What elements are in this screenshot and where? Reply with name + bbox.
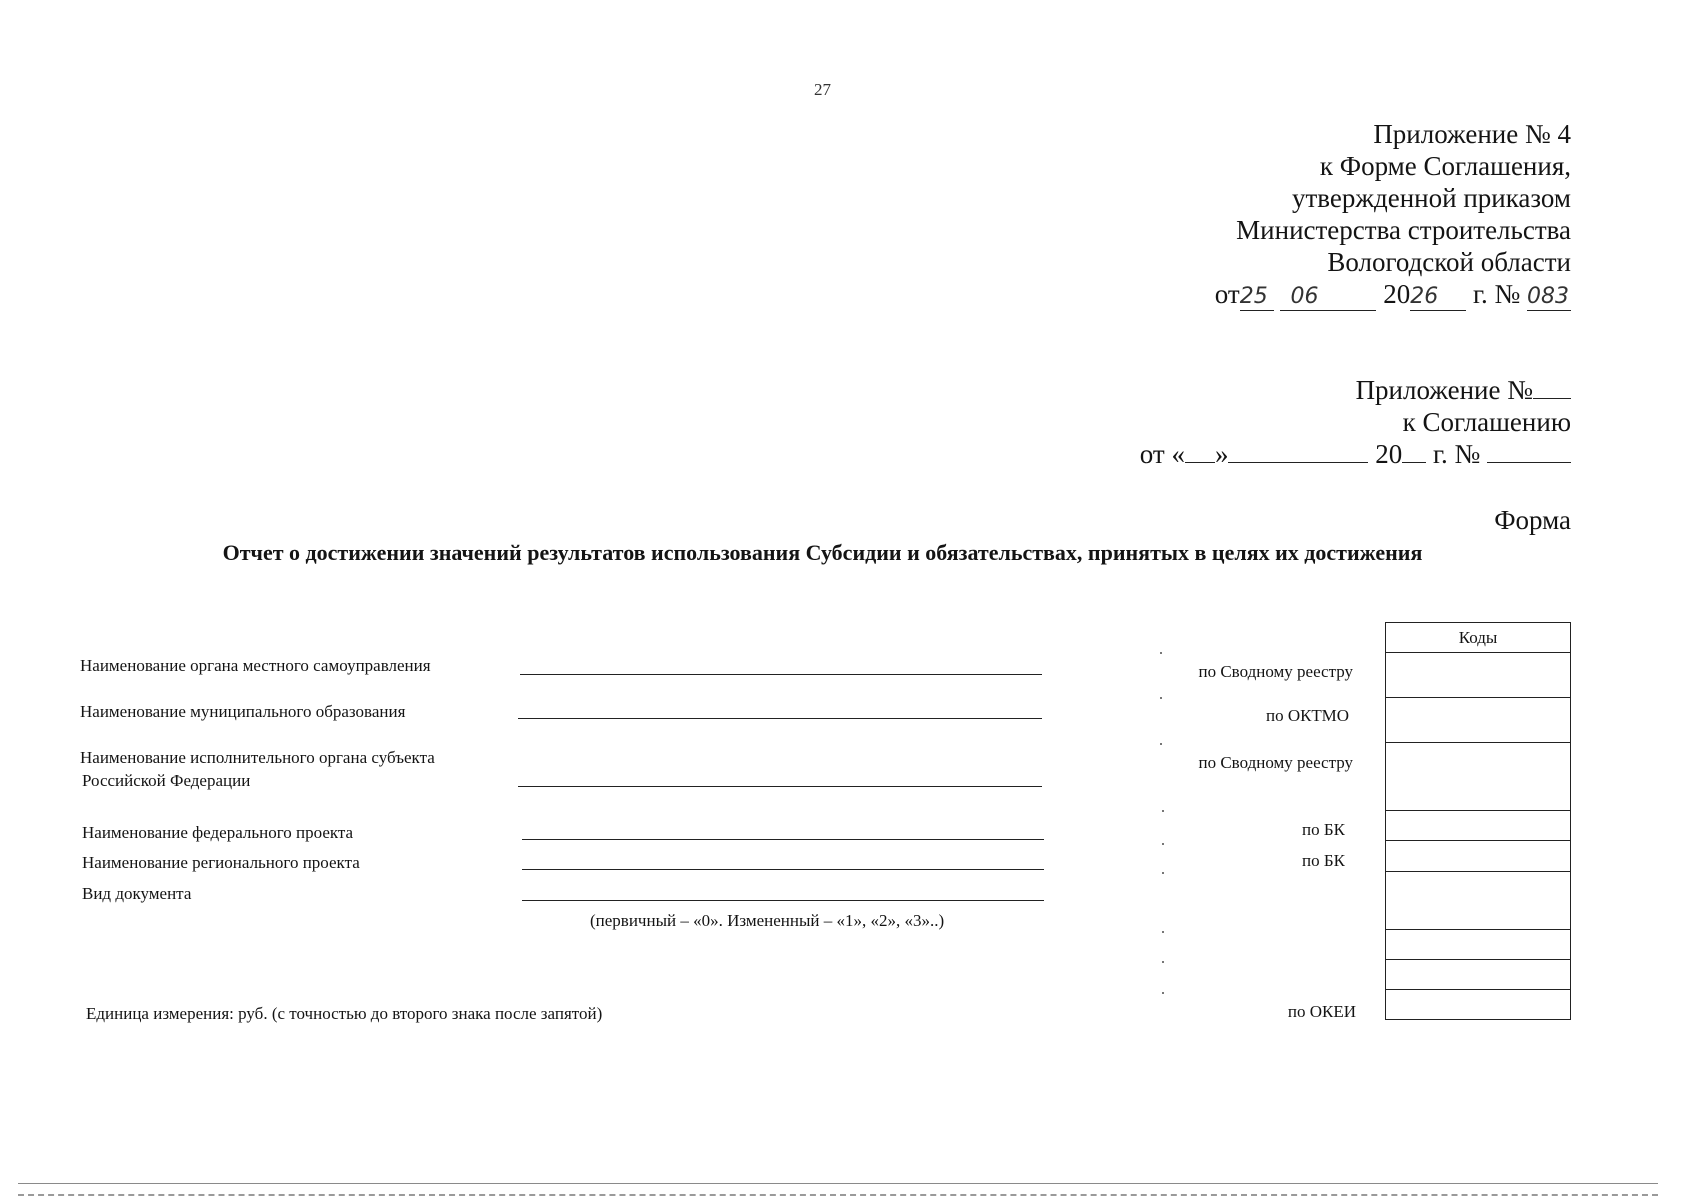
scan-dot (1162, 961, 1164, 963)
scan-artifact-line (18, 1194, 1658, 1196)
appendix-year-prefix: 20 (1383, 279, 1411, 309)
agreement-month-blank[interactable] (1228, 438, 1368, 463)
agreement-number-prefix: г. № (1432, 439, 1481, 469)
local-authority-label: Наименование органа местного самоуправления (80, 656, 431, 675)
agreement-appendix-line (1140, 374, 1571, 406)
scan-dot (1162, 843, 1164, 845)
scan-dot (1162, 931, 1164, 933)
code-cell-svodny-reestr-1[interactable] (1386, 653, 1571, 698)
scan-dot (1162, 872, 1164, 874)
scan-dot (1160, 697, 1162, 699)
document-type-label: Вид документа (82, 884, 192, 903)
unit-label: Единица измерения: руб. (с точностью до второго знака после запятой) (86, 1004, 603, 1023)
appendix-date-line (1215, 278, 1571, 311)
agreement-to-line: к Соглашению (1402, 407, 1571, 437)
agreement-date-line (1140, 438, 1571, 470)
appendix-day-handwritten: 25 (1240, 284, 1274, 311)
agreement-appendix-label: Приложение № (1355, 375, 1533, 405)
agreement-date-prefix: от « (1139, 439, 1185, 469)
appendix-year-handwritten: 26 (1410, 284, 1466, 311)
code-label-okei: по ОКЕИ (1287, 1002, 1356, 1021)
agreement-year-blank[interactable] (1402, 438, 1426, 463)
document-title: Отчет о достижении значений результатов использования Субсидии и обязательствах, принятых в целях их достижения (222, 540, 1423, 565)
code-cell-oktmo[interactable] (1386, 698, 1571, 743)
code-cell-svodny-reestr-2[interactable] (1386, 743, 1571, 811)
municipality-line[interactable] (518, 718, 1042, 719)
scan-dot (1160, 652, 1162, 654)
local-authority-line[interactable] (520, 674, 1042, 675)
code-cell-document-type[interactable] (1386, 872, 1571, 930)
code-label-bk-2: по БК (1302, 851, 1345, 870)
code-cell-okei[interactable] (1386, 990, 1571, 1020)
executive-body-line[interactable] (518, 786, 1042, 787)
appendix-number-prefix: г. № (1472, 279, 1521, 309)
code-cell-bk-2[interactable] (1386, 841, 1571, 872)
codes-table (1385, 622, 1571, 1020)
code-cell-blank-1[interactable] (1386, 930, 1571, 960)
page-number: 27 (814, 80, 831, 99)
appendix-line-3: утвержденной приказом (1291, 183, 1571, 213)
appendix-block (1215, 118, 1571, 311)
agreement-quote-close: » (1214, 439, 1229, 469)
federal-project-line[interactable] (522, 839, 1044, 840)
document-type-note: (первичный – «0». Измененный – «1», «2», «3»..) (590, 911, 945, 930)
regional-project-label: Наименование регионального проекта (82, 853, 360, 872)
municipality-label: Наименование муниципального образования (80, 702, 406, 721)
codes-header: Коды (1386, 623, 1571, 653)
code-label-bk-1: по БК (1302, 820, 1345, 839)
code-cell-blank-2[interactable] (1386, 960, 1571, 990)
appendix-line-4: Министерства строительства (1236, 215, 1571, 245)
agreement-year-prefix: 20 (1375, 439, 1403, 469)
code-label-oktmo: по ОКТМО (1265, 706, 1349, 725)
form-label: Форма (1494, 505, 1571, 535)
executive-body-label-line-2: Российской Федерации (82, 771, 251, 790)
executive-body-label-line-1: Наименование исполнительного органа субъекта (80, 748, 435, 767)
appendix-line-5: Вологодской области (1327, 247, 1571, 277)
code-cell-bk-1[interactable] (1386, 811, 1571, 841)
regional-project-line[interactable] (522, 869, 1044, 870)
federal-project-label: Наименование федерального проекта (82, 823, 354, 842)
code-label-svodny-reestr-1: по Сводному реестру (1198, 662, 1353, 681)
scan-artifact-line (18, 1183, 1658, 1184)
scan-dot (1160, 743, 1162, 745)
appendix-title: Приложение № 4 (1373, 119, 1571, 149)
agreement-block (1140, 374, 1571, 470)
appendix-month-handwritten: 06 (1280, 284, 1376, 311)
scan-dot (1162, 992, 1164, 994)
agreement-day-blank[interactable] (1185, 438, 1215, 463)
agreement-appendix-number-blank[interactable] (1533, 374, 1571, 399)
code-label-svodny-reestr-2: по Сводному реестру (1198, 753, 1353, 772)
agreement-number-blank[interactable] (1487, 438, 1571, 463)
appendix-number-handwritten: 083 (1527, 284, 1569, 309)
appendix-line-2: к Форме Соглашения, (1319, 151, 1571, 181)
appendix-date-prefix: от (1214, 279, 1240, 309)
document-type-line[interactable] (522, 900, 1044, 901)
scan-dot (1162, 810, 1164, 812)
